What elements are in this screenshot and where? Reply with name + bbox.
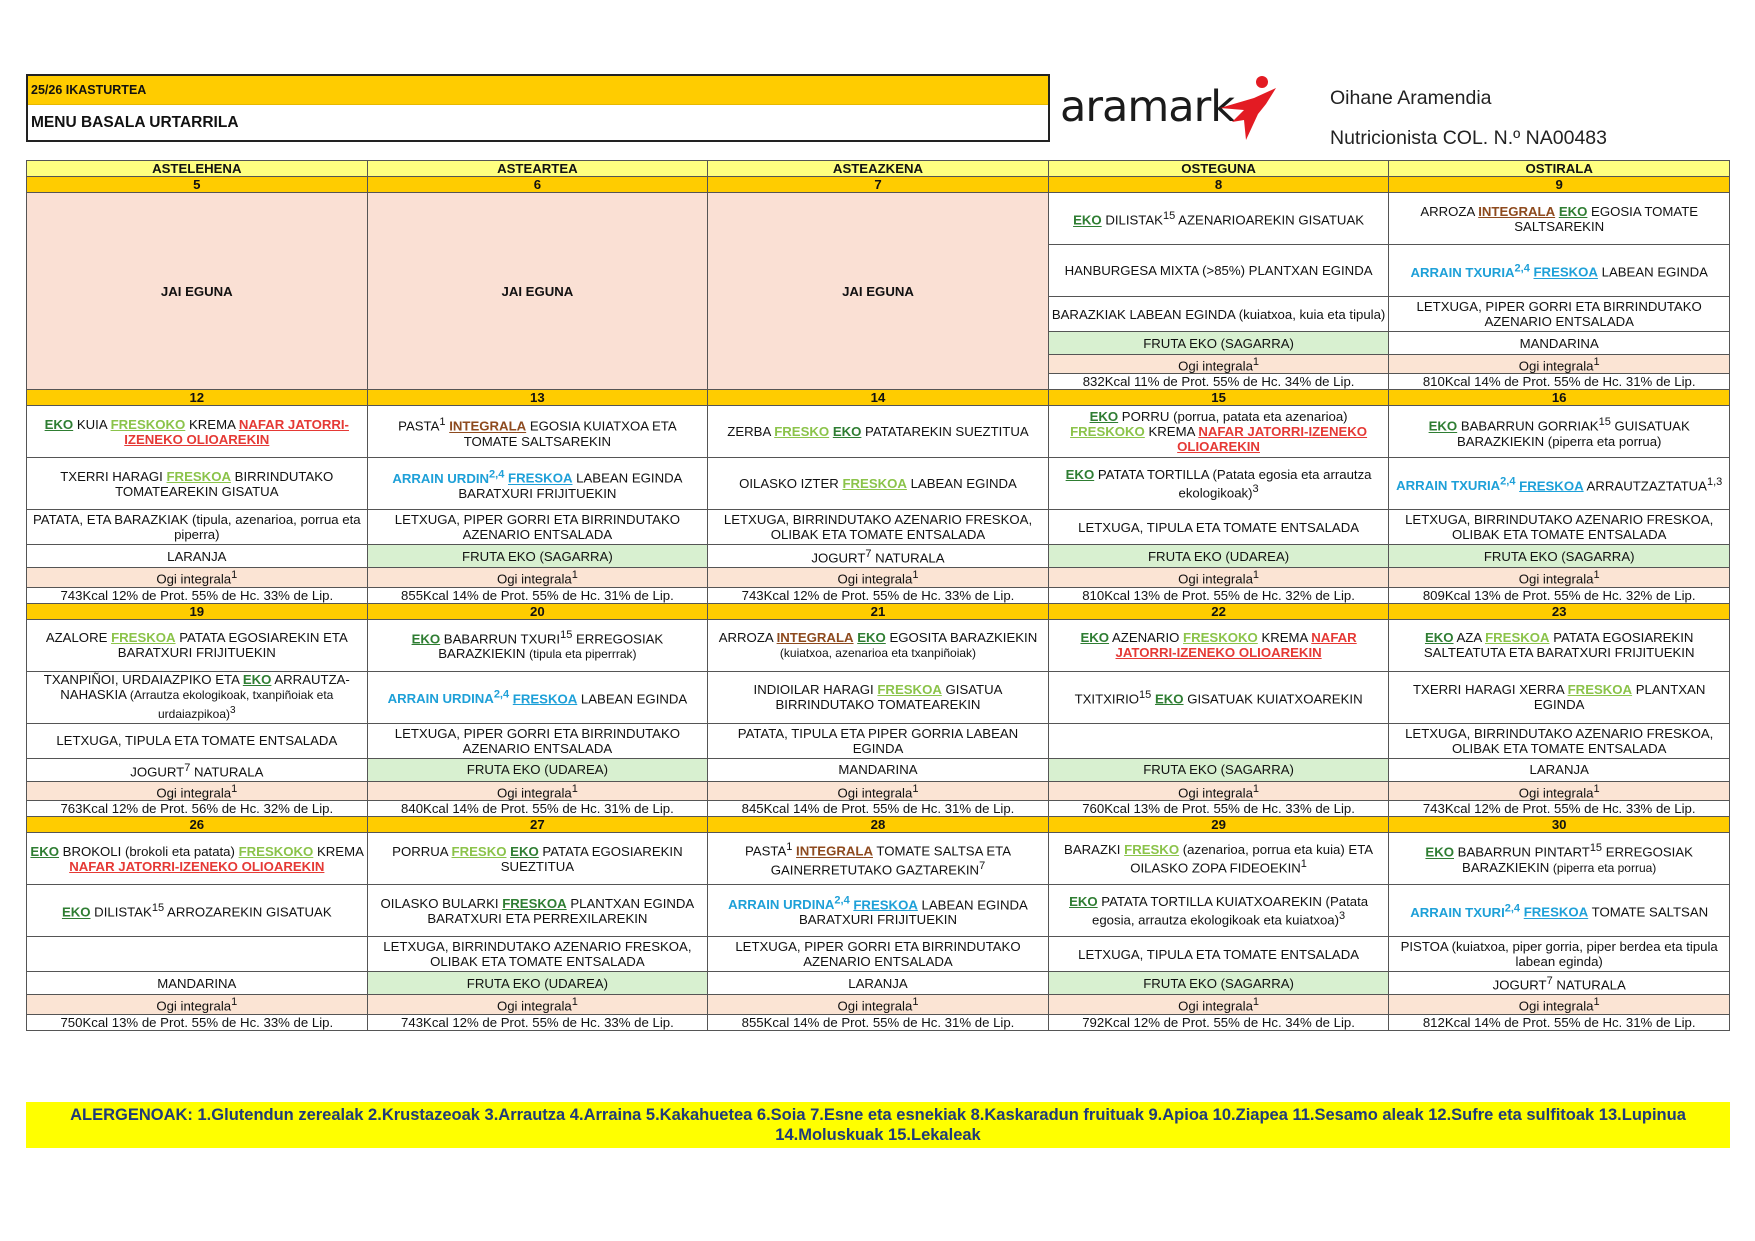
second-course: ARRAIN URDINA$^{2,4}$ FRESKOA LABEAN EGINDA BARATXURI FRIJITUEKIN: [708, 885, 1049, 937]
second-course: EKO DILISTAK$^{15}$ ARROZAREKIN GISATUAK: [27, 885, 368, 937]
day-numbers-row: [27, 817, 1730, 833]
first-course: PASTA$^1$ INTEGRALA TOMATE SALTSA ETA GAINERRETUTAKO GAZTAREKIN$^7$: [708, 833, 1049, 885]
dessert: FRUTA EKO (SAGARRA): [367, 545, 708, 568]
second-course: ARRAIN URDINA$^{2,4}$ FRESKOA LABEAN EGINDA: [367, 671, 708, 723]
dessert: FRUTA EKO (UDAREA): [1048, 545, 1389, 568]
day-number: 8: [1048, 177, 1389, 193]
nutrition-info: 832Kcal 11% de Prot. 55% de Hc. 34% de Lip.: [1048, 374, 1389, 390]
bread: Ogi integrala$^1$: [1389, 995, 1730, 1014]
nutrition-info: 743Kcal 12% de Prot. 55% de Hc. 33% de Lip.: [1389, 801, 1730, 817]
bread: Ogi integrala$^1$: [708, 995, 1049, 1014]
nutrition-info: 840Kcal 14% de Prot. 55% de Hc. 31% de Lip.: [367, 801, 708, 817]
side-row: [27, 937, 1730, 972]
side-row: [27, 510, 1730, 545]
day-numbers-row: [27, 390, 1730, 406]
first-course-row: [27, 406, 1730, 458]
day-number: 6: [367, 177, 708, 193]
first-course: ARROZA INTEGRALA EKO EGOSIA TOMATE SALTSAREKIN: [1389, 193, 1730, 245]
day-number: 21: [708, 603, 1049, 619]
nutrition-info: 855Kcal 14% de Prot. 55% de Hc. 31% de Lip.: [708, 1014, 1049, 1030]
dessert: LARANJA: [708, 972, 1049, 995]
second-course-row: [27, 671, 1730, 723]
second-course: OILASKO BULARKI FRESKOA PLANTXAN EGINDA BARATXURI ETA PERREXILAREKIN: [367, 885, 708, 937]
first-course-row: [27, 619, 1730, 671]
logo-text: aramark: [1060, 82, 1235, 132]
side-dish: LETXUGA, PIPER GORRI ETA BIRRINDUTAKO AZENARIO ENTSALADA: [1389, 297, 1730, 332]
day-numbers-row: [27, 177, 1730, 193]
dessert-row: [27, 972, 1730, 995]
first-course: EKO PORRU (porrua, patata eta azenarioa) FRESKOKO KREMA NAFAR JATORRI-IZENEKO OLIOAREKIN: [1048, 406, 1389, 458]
dessert: FRUTA EKO (SAGARRA): [1389, 545, 1730, 568]
nutrition-info: 792Kcal 12% de Prot. 55% de Hc. 34% de Lip.: [1048, 1014, 1389, 1030]
second-course: ARRAIN TXURIA$^{2,4}$ FRESKOA LABEAN EGINDA: [1389, 245, 1730, 297]
nutrition-info: 743Kcal 12% de Prot. 55% de Hc. 33% de Lip.: [367, 1014, 708, 1030]
side-dish: LETXUGA, BIRRINDUTAKO AZENARIO FRESKOA, OLIBAK ETA TOMATE ENTSALADA: [367, 937, 708, 972]
second-course: EKO PATATA TORTILLA KUIATXOAREKIN (Patata egosia, arrautza ekologikoak eta kuiatxoa)$^3$: [1048, 885, 1389, 937]
nutrition-info: 743Kcal 12% de Prot. 55% de Hc. 33% de Lip.: [27, 587, 368, 603]
day-name: ASTEAZKENA: [708, 161, 1049, 177]
second-course: TXERRI HARAGI FRESKOA BIRRINDUTAKO TOMATEAREKIN GISATUA: [27, 458, 368, 510]
day-number: 19: [27, 603, 368, 619]
dessert-row: [27, 758, 1730, 781]
side-row: [27, 723, 1730, 758]
holiday-cell: JAI EGUNA: [708, 193, 1049, 390]
second-course: TXERRI HARAGI XERRA FRESKOA PLANTXAN EGINDA: [1389, 671, 1730, 723]
second-course: ARRAIN TXURIA$^{2,4}$ FRESKOA ARRAUTZAZTATUA$^{1,3}$: [1389, 458, 1730, 510]
nutrition-row: [27, 1014, 1730, 1030]
nutritionist-license: Nutricionista COL. N.º NA00483: [1330, 127, 1607, 149]
side-dish: LETXUGA, PIPER GORRI ETA BIRRINDUTAKO AZENARIO ENTSALADA: [708, 937, 1049, 972]
second-course: TXANPIÑOI, URDAIAZPIKO ETA EKO ARRAUTZA-NAHASKIA (Arrautza ekologikoak, txanpiñoiak eta urdaiazpikoa)$^3$: [27, 671, 368, 723]
first-course-row: [27, 193, 1730, 245]
day-number: 9: [1389, 177, 1730, 193]
day-number: 14: [708, 390, 1049, 406]
second-course-row: [27, 458, 1730, 510]
nutrition-info: 743Kcal 12% de Prot. 55% de Hc. 33% de Lip.: [708, 587, 1049, 603]
bread-row: [27, 568, 1730, 587]
first-course: EKO KUIA FRESKOKO KREMA NAFAR JATORRI-IZENEKO OLIOAREKIN: [27, 406, 368, 458]
allergens-legend: ALERGENOAK: 1.Glutendun zerealak 2.Krustazeoak 3.Arrautza 4.Arraina 5.Kakahuetea 6.Soia 7.Esne eta esnekiak 8.Kaskaradun fruituak 9.Apioa 10.Ziapea 11.Sesamo aleak 12.Sufre eta sulfitoak 13.Lupinua 14.Moluskuak 15.Lekaleak: [26, 1102, 1730, 1148]
bread-row: [27, 995, 1730, 1014]
day-number: 13: [367, 390, 708, 406]
second-course-row: [27, 885, 1730, 937]
second-course: ARRAIN TXURI$^{2,4}$ FRESKOA TOMATE SALTSAN: [1389, 885, 1730, 937]
dessert: LARANJA: [1389, 758, 1730, 781]
bread-row: [27, 781, 1730, 800]
first-course-row: [27, 833, 1730, 885]
menu-title: MENU BASALA URTARRILA: [31, 114, 239, 131]
bread: Ogi integrala$^1$: [27, 781, 368, 800]
side-dish: PATATA, TIPULA ETA PIPER GORRIA LABEAN EGINDA: [708, 723, 1049, 758]
nutrition-info: 810Kcal 14% de Prot. 55% de Hc. 31% de Lip.: [1389, 374, 1730, 390]
bread: Ogi integrala$^1$: [708, 568, 1049, 587]
day-number: 15: [1048, 390, 1389, 406]
nutrition-info: 760Kcal 13% de Prot. 55% de Hc. 33% de Lip.: [1048, 801, 1389, 817]
second-course: INDIOILAR HARAGI FRESKOA GISATUA BIRRINDUTAKO TOMATEAREKIN: [708, 671, 1049, 723]
bread: Ogi integrala$^1$: [1389, 781, 1730, 800]
dessert: FRUTA EKO (SAGARRA): [1048, 972, 1389, 995]
bread: Ogi integrala$^1$: [1048, 355, 1389, 374]
side-dish: LETXUGA, BIRRINDUTAKO AZENARIO FRESKOA, OLIBAK ETA TOMATE ENTSALADA: [1389, 510, 1730, 545]
side-dish: LETXUGA, PIPER GORRI ETA BIRRINDUTAKO AZENARIO ENTSALADA: [367, 510, 708, 545]
header-box: [26, 74, 1050, 142]
day-name: OSTIRALA: [1389, 161, 1730, 177]
first-course: EKO DILISTAK$^{15}$ AZENARIOAREKIN GISATUAK: [1048, 193, 1389, 245]
second-course: HANBURGESA MIXTA (>85%) PLANTXAN EGINDA: [1048, 245, 1389, 297]
bread: Ogi integrala$^1$: [1048, 995, 1389, 1014]
day-name: ASTELEHENA: [27, 161, 368, 177]
bread: Ogi integrala$^1$: [367, 568, 708, 587]
holiday-cell: JAI EGUNA: [367, 193, 708, 390]
nutrition-info: 855Kcal 14% de Prot. 55% de Hc. 31% de Lip.: [367, 587, 708, 603]
day-number: 7: [708, 177, 1049, 193]
first-course: ZERBA FRESKO EKO PATATAREKIN SUEZTITUA: [708, 406, 1049, 458]
bread: Ogi integrala$^1$: [1389, 568, 1730, 587]
dessert: MANDARINA: [27, 972, 368, 995]
day-number: 16: [1389, 390, 1730, 406]
side-dish: LETXUGA, BIRRINDUTAKO AZENARIO FRESKOA, OLIBAK ETA TOMATE ENTSALADA: [1389, 723, 1730, 758]
side-dish: LETXUGA, TIPULA ETA TOMATE ENTSALADA: [27, 723, 368, 758]
day-number: 12: [27, 390, 368, 406]
first-course: PASTA$^1$ INTEGRALA EGOSIA KUIATXOA ETA TOMATE SALTSAREKIN: [367, 406, 708, 458]
dessert: JOGURT$^7$ NATURALA: [1389, 972, 1730, 995]
first-course: EKO BABARRUN GORRIAK$^{15}$ GUISATUAK BARAZKIEKIN (piperra eta porrua): [1389, 406, 1730, 458]
nutritionist-info: [1330, 78, 1607, 158]
nutrition-info: 810Kcal 13% de Prot. 55% de Hc. 32% de Lip.: [1048, 587, 1389, 603]
day-number: 20: [367, 603, 708, 619]
dessert: FRUTA EKO (SAGARRA): [1048, 758, 1389, 781]
nutrition-info: 809Kcal 13% de Prot. 55% de Hc. 32% de Lip.: [1389, 587, 1730, 603]
day-names-row: [27, 161, 1730, 177]
menu-table: [26, 160, 1730, 1031]
nutrition-info: 763Kcal 12% de Prot. 56% de Hc. 32% de Lip.: [27, 801, 368, 817]
first-course: AZALORE FRESKOA PATATA EGOSIAREKIN ETA BARATXURI FRIJITUEKIN: [27, 619, 368, 671]
day-name: OSTEGUNA: [1048, 161, 1389, 177]
side-dish: PISTOA (kuiatxoa, piper gorria, piper berdea eta tipula labean egindа): [1389, 937, 1730, 972]
day-name: ASTEARTEA: [367, 161, 708, 177]
second-course: ARRAIN URDIN$^{2,4}$ FRESKOA LABEAN EGINDA BARATXURI FRIJITUEKIN: [367, 458, 708, 510]
dessert: JOGURT$^7$ NATURALA: [27, 758, 368, 781]
side-dish: [27, 937, 368, 972]
first-course: EKO BABARRUN PINTART$^{15}$ ERREGOSIAK BARAZKIEKIN (piperra eta porrua): [1389, 833, 1730, 885]
nutrition-row: [27, 801, 1730, 817]
bread: Ogi integrala$^1$: [27, 568, 368, 587]
first-course: ARROZA INTEGRALA EKO EGOSITA BARAZKIEKIN (kuiatxoa, azenarioa eta txanpiñoiak): [708, 619, 1049, 671]
side-dish: LETXUGA, BIRRINDUTAKO AZENARIO FRESKOA, OLIBAK ETA TOMATE ENTSALADA: [708, 510, 1049, 545]
dessert-row: [27, 545, 1730, 568]
side-dish: [1048, 723, 1389, 758]
day-number: 30: [1389, 817, 1730, 833]
day-number: 22: [1048, 603, 1389, 619]
side-dish: LETXUGA, TIPULA ETA TOMATE ENTSALADA: [1048, 510, 1389, 545]
bread: Ogi integrala$^1$: [1389, 355, 1730, 374]
dessert: JOGURT$^7$ NATURALA: [708, 545, 1049, 568]
first-course: BARAZKI FRESKO (azenarioa, porrua eta kuia) ETA OILASKO ZOPA FIDEOEKIN$^1$: [1048, 833, 1389, 885]
school-year-label: 25/26 IKASTURTEA: [28, 76, 1048, 105]
day-number: 26: [27, 817, 368, 833]
nutritionist-name: Oihane Aramendia: [1330, 87, 1492, 109]
dessert: LARANJA: [27, 545, 368, 568]
dessert: FRUTA EKO (UDAREA): [367, 758, 708, 781]
first-course: EKO BROKOLI (brokoli eta patata) FRESKOKO KREMA NAFAR JATORRI-IZENEKO OLIOAREKIN: [27, 833, 368, 885]
bread: Ogi integrala$^1$: [27, 995, 368, 1014]
aramark-logo: [1060, 76, 1300, 146]
holiday-cell: JAI EGUNA: [27, 193, 368, 390]
dessert: MANDARINA: [1389, 332, 1730, 355]
first-course: EKO BABARRUN TXURI$^{15}$ ERREGOSIAK BARAZKIEKIN (tipula eta piperrrak): [367, 619, 708, 671]
side-dish: PATATA, ETA BARAZKIAK (tipula, azenarioa, porrua eta piperra): [27, 510, 368, 545]
first-course: EKO AZA FRESKOA PATATA EGOSIAREKIN SALTEATUTA ETA BARATXURI FRIJITUEKIN: [1389, 619, 1730, 671]
bread: Ogi integrala$^1$: [1048, 568, 1389, 587]
dessert: MANDARINA: [708, 758, 1049, 781]
day-number: 27: [367, 817, 708, 833]
nutrition-info: 845Kcal 14% de Prot. 55% de Hc. 31% de Lip.: [708, 801, 1049, 817]
second-course: OILASKO IZTER FRESKOA LABEAN EGINDA: [708, 458, 1049, 510]
first-course: PORRUA FRESKO EKO PATATA EGOSIAREKIN SUEZTITUA: [367, 833, 708, 885]
nutrition-info: 812Kcal 14% de Prot. 55% de Hc. 31% de Lip.: [1389, 1014, 1730, 1030]
day-number: 29: [1048, 817, 1389, 833]
day-number: 28: [708, 817, 1049, 833]
first-course: EKO AZENARIO FRESKOKO KREMA NAFAR JATORRI-IZENEKO OLIOAREKIN: [1048, 619, 1389, 671]
star-figure-icon: [1210, 74, 1290, 144]
side-dish: LETXUGA, TIPULA ETA TOMATE ENTSALADA: [1048, 937, 1389, 972]
bread: Ogi integrala$^1$: [1048, 781, 1389, 800]
bread: Ogi integrala$^1$: [708, 781, 1049, 800]
side-dish: BARAZKIAK LABEAN EGINDA (kuiatxoa, kuia eta tipula): [1048, 297, 1389, 332]
nutrition-row: [27, 587, 1730, 603]
dessert: FRUTA EKO (SAGARRA): [1048, 332, 1389, 355]
day-number: 23: [1389, 603, 1730, 619]
bread: Ogi integrala$^1$: [367, 781, 708, 800]
bread: Ogi integrala$^1$: [367, 995, 708, 1014]
second-course: TXITXIRIO$^{15}$ EKO GISATUAK KUIATXOAREKIN: [1048, 671, 1389, 723]
dessert: FRUTA EKO (UDAREA): [367, 972, 708, 995]
second-course: EKO PATATA TORTILLA (Patata egosia eta arrautza ekologikoak)$^3$: [1048, 458, 1389, 510]
day-number: 5: [27, 177, 368, 193]
day-numbers-row: [27, 603, 1730, 619]
nutrition-info: 750Kcal 13% de Prot. 55% de Hc. 33% de Lip.: [27, 1014, 368, 1030]
side-dish: LETXUGA, PIPER GORRI ETA BIRRINDUTAKO AZENARIO ENTSALADA: [367, 723, 708, 758]
